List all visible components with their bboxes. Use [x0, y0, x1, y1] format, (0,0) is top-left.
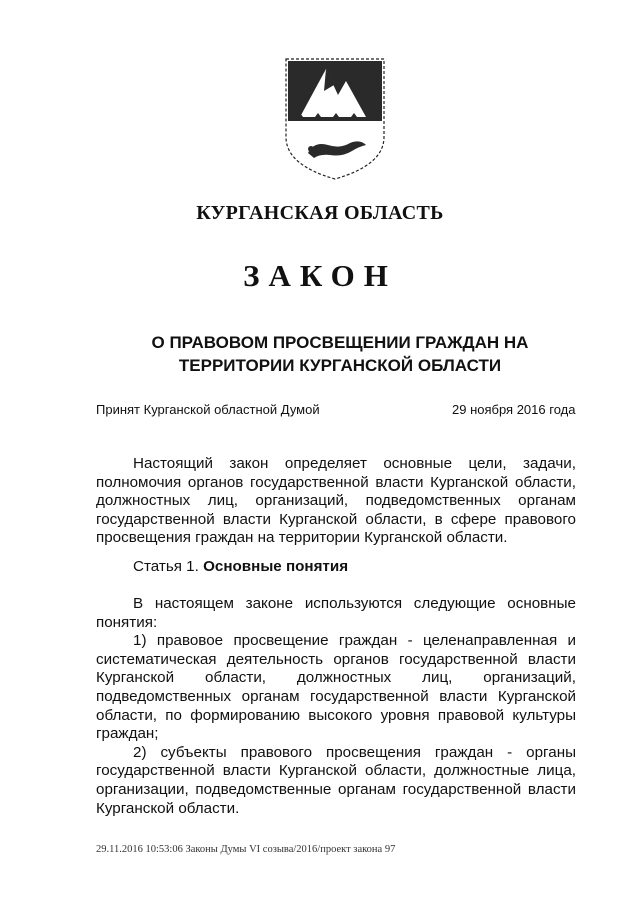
preamble-section — [96, 455, 576, 548]
law-subject-heading — [70, 331, 610, 377]
definitions-lead: В настоящем законе используются следующие основные понятия: — [96, 595, 576, 631]
coat-of-arms-icon — [280, 55, 390, 183]
adoption-date: 29 ноября 2016 года — [452, 402, 576, 417]
footer-stamp: 29.11.2016 10:53:06 Законы Думы VI созыва/2016/проект закона 97 — [96, 844, 396, 855]
preamble-paragraph: Настоящий закон определяет основные цели, задачи, полномочия органов государственной власти Курганской области, должностных лиц, организаций, подведомственных органам государственной власти Курганской области, в сфере правового просвещения граждан на территории Курганской области. — [96, 455, 576, 547]
article-number: Статья 1. — [133, 558, 199, 575]
definitions-section — [96, 595, 576, 818]
definition-item: 1) правовое просвещение граждан - целенаправленная и систематическая деятельность органов государственной власти Курганской области, должностных лиц, организаций, подведомственных органам государственной власти Курганской области, по формированию высокого уровня правовой культуры граждан; — [96, 632, 576, 743]
definition-item: 2) субъекты правового просвещения граждан - органы государственной власти Курганской области, должностные лица, организации, подведомственные органам государственной власти Курганской области. — [96, 743, 576, 817]
law-subject-line-1: О ПРАВОВОМ ПРОСВЕЩЕНИИ ГРАЖДАН НА — [151, 333, 529, 352]
document-type-title: ЗАКОН — [243, 258, 397, 293]
adopted-by-text: Принят Курганской областной Думой — [96, 402, 320, 417]
law-subject-line-2: ТЕРРИТОРИИ КУРГАНСКОЙ ОБЛАСТИ — [178, 356, 502, 375]
region-name: КУРГАНСКАЯ ОБЛАСТЬ — [196, 202, 444, 224]
article-name: Основные понятия — [203, 558, 349, 575]
article-heading — [133, 558, 348, 575]
